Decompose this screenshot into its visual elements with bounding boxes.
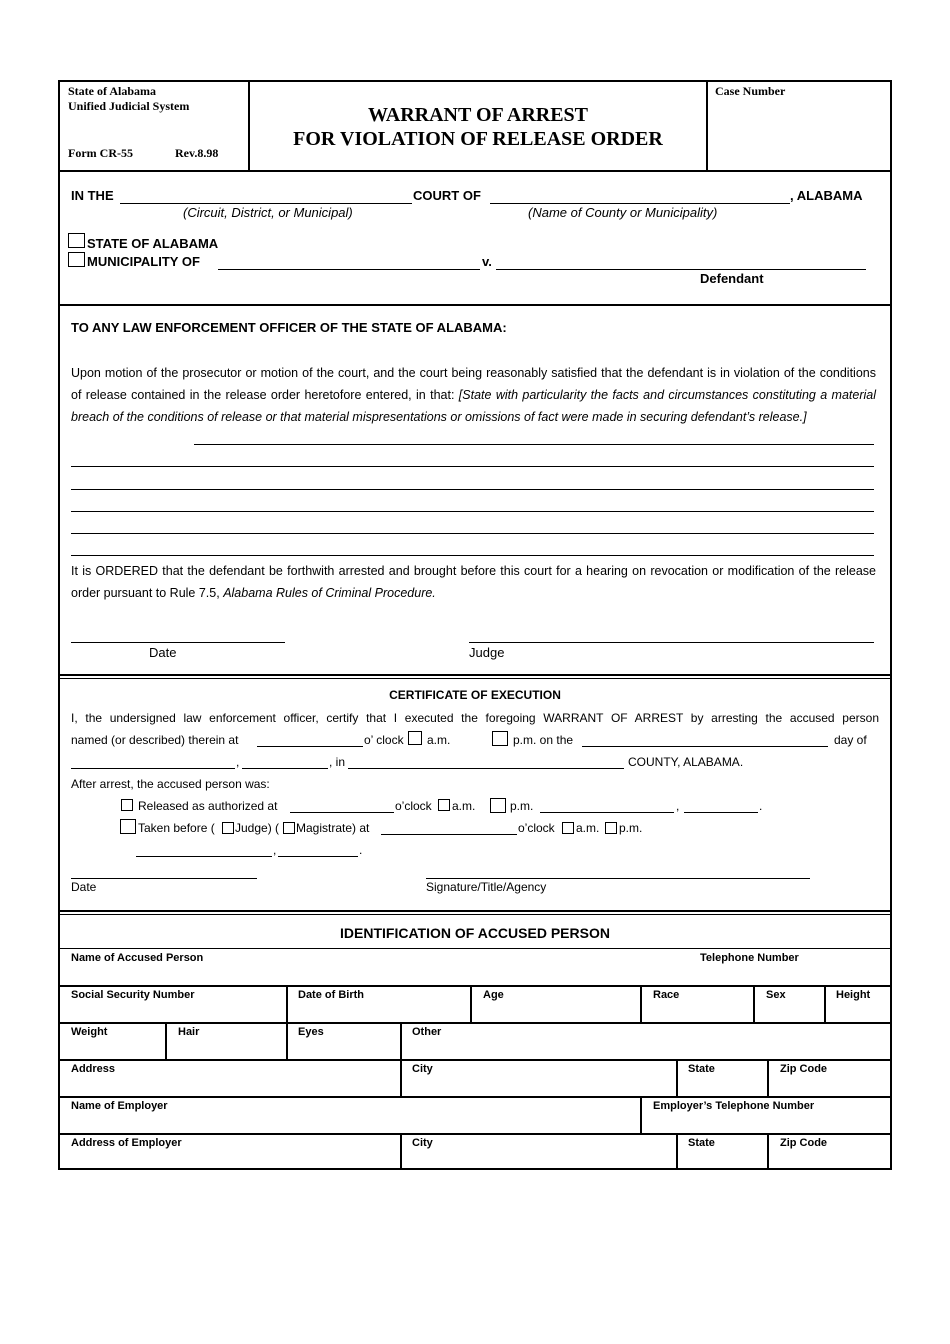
county-field[interactable]: [490, 203, 790, 204]
order-rule-reference: Alabama Rules of Criminal Procedure.: [223, 586, 436, 600]
day-of-label: day of: [834, 733, 867, 747]
execution-day-field[interactable]: [582, 746, 828, 747]
title-line-2: FOR VIOLATION OF RELEASE ORDER: [293, 128, 663, 150]
certificate-line-1: I, the undersigned law enforcement officer, certify that I executed the foregoing WARRANT OF ARREST by arresting the accused person: [71, 711, 879, 725]
court-type-field[interactable]: [120, 203, 412, 204]
employer-zip-label: Zip Code: [780, 1137, 828, 1149]
eyes-label: Eyes: [298, 1026, 324, 1038]
in-label: , in: [329, 755, 346, 769]
race-label: Race: [653, 989, 680, 1001]
defendant-name-field[interactable]: [496, 269, 866, 270]
release-comma: ,: [676, 799, 680, 813]
alabama-label: , ALABAMA: [790, 188, 863, 203]
facts-line-1[interactable]: [194, 444, 874, 445]
county-alabama-label: COUNTY, ALABAMA.: [628, 755, 744, 769]
execution-county-field[interactable]: [348, 768, 624, 769]
taken-period: .: [359, 843, 363, 857]
weight-label: Weight: [71, 1026, 108, 1038]
age-label: Age: [483, 989, 504, 1001]
taken-am-label: a.m.: [576, 821, 600, 835]
employer-phone-label: Employer’s Telephone Number: [653, 1100, 815, 1112]
state-of-alabama-checkbox[interactable]: [68, 233, 85, 248]
am-label: a.m.: [427, 733, 451, 747]
execution-date-label: Date: [71, 880, 97, 894]
case-number-field[interactable]: [710, 100, 886, 166]
employer-address-label: Address of Employer: [71, 1137, 182, 1149]
address-label: Address: [71, 1063, 116, 1075]
taken-comma: ,: [273, 843, 277, 857]
facts-line-2[interactable]: [71, 466, 874, 467]
zip-label: Zip Code: [780, 1063, 828, 1075]
versus-label: v.: [482, 254, 492, 269]
taken-year-field[interactable]: [278, 856, 358, 857]
facts-line-5[interactable]: [71, 533, 874, 534]
state-name: State of Alabama: [68, 84, 156, 98]
defendant-label: Defendant: [700, 271, 764, 286]
release-am-checkbox[interactable]: [438, 799, 450, 811]
pm-checkbox[interactable]: [492, 731, 508, 746]
state-of-alabama-label: STATE OF ALABAMA: [87, 236, 219, 251]
release-time-field[interactable]: [290, 812, 394, 813]
employer-label: Name of Employer: [71, 1100, 168, 1112]
judge-signature-field[interactable]: [469, 642, 874, 643]
taken-before-checkbox[interactable]: [120, 819, 136, 834]
accused-name-field[interactable]: [62, 966, 682, 984]
pm-on-the-label: p.m. on the: [513, 733, 574, 747]
employer-city-label: City: [412, 1137, 433, 1149]
judge-label: Judge: [469, 645, 505, 660]
warrant-body: [71, 362, 876, 428]
facts-line-3[interactable]: [71, 489, 874, 490]
municipality-checkbox[interactable]: [68, 252, 85, 267]
identification-heading: IDENTIFICATION OF ACCUSED PERSON: [340, 925, 610, 941]
named-at-label: named (or described) therein at: [71, 733, 239, 747]
judge-option-label: Judge) (: [235, 821, 280, 835]
taken-am-checkbox[interactable]: [562, 822, 574, 834]
judge-checkbox[interactable]: [222, 822, 234, 834]
release-pm-checkbox[interactable]: [490, 798, 506, 813]
warrant-date-field[interactable]: [71, 642, 285, 643]
am-checkbox[interactable]: [408, 731, 422, 745]
form-revision: Rev.8.98: [175, 146, 219, 160]
officer-signature-field[interactable]: [426, 878, 810, 879]
form-title: [250, 103, 706, 151]
release-am-label: a.m.: [452, 799, 476, 813]
oclock-label: o’ clock: [364, 733, 404, 747]
court-type-hint: (Circuit, District, or Municipal): [183, 205, 353, 220]
order-text: It is ORDERED that the defendant be forthwith arrested and brought before this court for a hearing on revocation or modification of the release order pursuant to Rule 7.5,: [71, 564, 876, 600]
release-date-field[interactable]: [540, 812, 674, 813]
taken-pm-label: p.m.: [619, 821, 643, 835]
height-label: Height: [836, 989, 871, 1001]
form-number: Form CR-55: [68, 146, 133, 160]
telephone-label: Telephone Number: [700, 952, 799, 964]
accused-name-label: Name of Accused Person: [71, 952, 204, 964]
warrant-form: [58, 80, 892, 1170]
execution-month-field[interactable]: [71, 768, 235, 769]
city-label: City: [412, 1063, 433, 1075]
facts-line-4[interactable]: [71, 511, 874, 512]
court-of-label: COURT OF: [413, 188, 481, 203]
released-label: Released as authorized at: [138, 799, 278, 813]
hair-label: Hair: [178, 1026, 200, 1038]
comma-label: ,: [236, 755, 240, 769]
execution-time-field[interactable]: [257, 746, 363, 747]
release-period: .: [759, 799, 763, 813]
taken-time-field[interactable]: [381, 834, 517, 835]
dob-label: Date of Birth: [298, 989, 364, 1001]
system-name: Unified Judicial System: [68, 99, 190, 113]
warrant-heading: TO ANY LAW ENFORCEMENT OFFICER OF THE STATE OF ALABAMA:: [71, 320, 507, 335]
after-arrest-label: After arrest, the accused person was:: [71, 777, 270, 791]
execution-date-field[interactable]: [71, 878, 257, 879]
sex-label: Sex: [766, 989, 786, 1001]
signature-label: Signature/Title/Agency: [426, 880, 547, 894]
employer-state-label: State: [688, 1137, 715, 1149]
municipality-label: MUNICIPALITY OF: [87, 254, 200, 269]
magistrate-checkbox[interactable]: [283, 822, 295, 834]
order-paragraph: [71, 560, 876, 604]
release-year-field[interactable]: [684, 812, 758, 813]
county-hint: (Name of County or Municipality): [528, 205, 718, 220]
ssn-label: Social Security Number: [71, 989, 195, 1001]
case-number-label: Case Number: [715, 84, 786, 98]
release-pm-label: p.m.: [510, 799, 534, 813]
taken-before-label: Taken before (: [138, 821, 215, 835]
municipality-name-field[interactable]: [218, 269, 480, 270]
in-the-label: IN THE: [71, 188, 114, 203]
execution-year-field[interactable]: [242, 768, 328, 769]
certificate-heading: CERTIFICATE OF EXECUTION: [389, 688, 561, 702]
state-label: State: [688, 1063, 715, 1075]
title-line-1: WARRANT OF ARREST: [367, 104, 589, 126]
released-checkbox[interactable]: [121, 799, 133, 811]
magistrate-label: Magistrate) at: [296, 821, 370, 835]
release-oclock-label: o’clock: [395, 799, 432, 813]
warrant-body-instructions: [State with particularity the facts and circumstances constituting a material breach of the conditions of release or that material mispresentations or omissions of fact were made in securing defendant’s release.]: [71, 388, 876, 424]
taken-date-field[interactable]: [136, 856, 272, 857]
warrant-body-text: Upon motion of the prosecutor or motion of the court, and the court being reasonably satisfied that the defendant is in violation of the conditions of release contained in the release order heretofore entered, in that:: [71, 366, 876, 402]
taken-oclock-label: o’clock: [518, 821, 555, 835]
facts-line-6[interactable]: [71, 555, 874, 556]
warrant-date-label: Date: [149, 645, 177, 660]
taken-pm-checkbox[interactable]: [605, 822, 617, 834]
other-label: Other: [412, 1026, 442, 1038]
